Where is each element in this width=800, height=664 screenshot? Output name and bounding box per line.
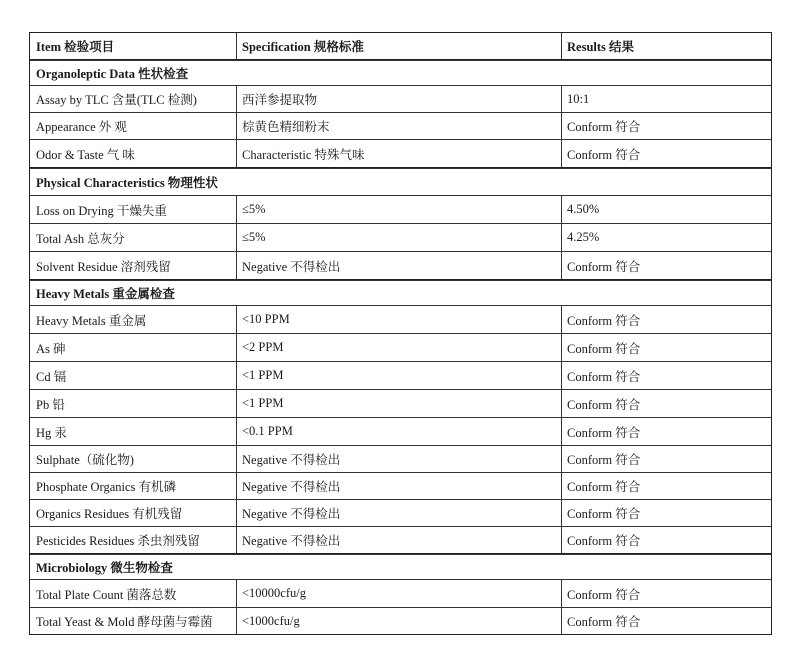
result-cell: Conform 符合 bbox=[567, 507, 641, 521]
item-cell: Cd 镉 bbox=[36, 369, 67, 384]
result-cell: 10:1 bbox=[567, 91, 590, 106]
item-cell: Heavy Metals 重金属 bbox=[36, 313, 147, 328]
result-cell: Conform 符合 bbox=[567, 341, 641, 356]
table-row bbox=[30, 334, 771, 362]
result-cell: Conform 符合 bbox=[567, 587, 641, 602]
item-cell: Phosphate Organics 有机磷 bbox=[36, 480, 177, 494]
table-row bbox=[30, 527, 771, 554]
item-cell: As 砷 bbox=[36, 341, 66, 356]
item-cell: Total Plate Count 菌落总数 bbox=[36, 587, 177, 602]
item-cell: Pb 铅 bbox=[36, 397, 65, 412]
table-row bbox=[30, 196, 771, 224]
spec-cell: 棕黄色精细粉末 bbox=[242, 120, 330, 134]
table-row bbox=[30, 306, 771, 334]
table-row bbox=[30, 113, 771, 140]
section-row bbox=[30, 168, 771, 196]
table-row bbox=[30, 500, 771, 527]
table-row bbox=[30, 580, 771, 608]
table-header-row bbox=[30, 33, 771, 60]
table-row bbox=[30, 362, 771, 390]
section-title: Microbiology 微生物检查 bbox=[36, 561, 173, 575]
item-cell: Hg 汞 bbox=[36, 425, 67, 440]
result-cell: Conform 符合 bbox=[567, 313, 641, 328]
header-specification: Specification 规格标准 bbox=[242, 40, 364, 54]
result-cell: Conform 符合 bbox=[567, 615, 641, 629]
result-cell: 4.25% bbox=[567, 230, 600, 244]
spec-cell: Negative 不得检出 bbox=[242, 453, 341, 467]
item-cell: Organics Residues 有机残留 bbox=[36, 507, 183, 521]
item-cell: Appearance 外 观 bbox=[36, 120, 127, 134]
header-results: Results 结果 bbox=[567, 40, 635, 54]
result-cell: Conform 符合 bbox=[567, 453, 641, 467]
item-cell: Loss on Drying 干燥失重 bbox=[36, 203, 167, 218]
spec-cell: Negative 不得检出 bbox=[242, 507, 341, 521]
result-cell: Conform 符合 bbox=[567, 120, 641, 134]
spec-cell: Negative 不得检出 bbox=[242, 480, 341, 494]
item-cell: Total Yeast & Mold 酵母菌与霉菌 bbox=[36, 615, 213, 629]
table-row bbox=[30, 473, 771, 500]
section-title: Physical Characteristics 物理性状 bbox=[36, 176, 218, 190]
table-row bbox=[30, 446, 771, 473]
spec-cell: <1000cfu/g bbox=[242, 613, 300, 628]
spec-cell: ≤5% bbox=[242, 230, 266, 244]
section-row bbox=[30, 554, 771, 580]
result-cell: Conform 符合 bbox=[567, 147, 641, 162]
item-cell: Total Ash 总灰分 bbox=[36, 231, 125, 246]
section-row bbox=[30, 280, 771, 306]
item-cell: Assay by TLC 含量(TLC 检测) bbox=[36, 93, 197, 107]
spec-cell: <2 PPM bbox=[242, 340, 284, 354]
section-row bbox=[30, 60, 771, 86]
spec-cell: Negative 不得检出 bbox=[242, 259, 341, 274]
result-cell: 4.50% bbox=[567, 202, 600, 216]
table-row bbox=[30, 252, 771, 280]
spec-cell: <0.1 PPM bbox=[242, 424, 293, 438]
spec-cell: 西洋参提取物 bbox=[242, 93, 318, 107]
result-cell: Conform 符合 bbox=[567, 259, 641, 274]
result-cell: Conform 符合 bbox=[567, 397, 641, 412]
spec-cell: <1 PPM bbox=[242, 396, 284, 410]
result-cell: Conform 符合 bbox=[567, 425, 641, 440]
spec-cell: <1 PPM bbox=[242, 368, 284, 382]
header-item: Item 检验项目 bbox=[36, 40, 115, 54]
spec-cell: Characteristic 特殊气味 bbox=[242, 147, 365, 162]
result-cell: Conform 符合 bbox=[567, 534, 641, 548]
spec-cell: ≤5% bbox=[242, 202, 266, 216]
result-cell: Conform 符合 bbox=[567, 480, 641, 494]
specification-table bbox=[29, 32, 772, 635]
table-row bbox=[30, 86, 771, 113]
table-row bbox=[30, 390, 771, 418]
spec-cell: Negative 不得检出 bbox=[242, 534, 341, 548]
table-row bbox=[30, 140, 771, 168]
section-title: Organoleptic Data 性状检查 bbox=[36, 67, 189, 81]
item-cell: Odor & Taste 气 味 bbox=[36, 147, 135, 162]
table-row bbox=[30, 224, 771, 252]
section-title: Heavy Metals 重金属检查 bbox=[36, 287, 175, 301]
table-row bbox=[30, 418, 771, 446]
result-cell: Conform 符合 bbox=[567, 369, 641, 384]
item-cell: Sulphate（硫化物) bbox=[36, 453, 134, 467]
item-cell: Pesticides Residues 杀虫剂残留 bbox=[36, 534, 200, 548]
spec-cell: <10000cfu/g bbox=[242, 586, 306, 600]
table-row bbox=[30, 608, 771, 634]
spec-cell: <10 PPM bbox=[242, 312, 290, 326]
item-cell: Solvent Residue 溶剂残留 bbox=[36, 259, 171, 274]
